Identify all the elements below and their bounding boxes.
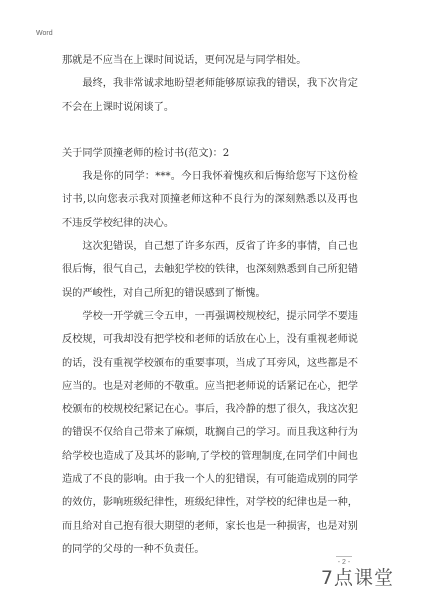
paragraph-reflection: 这次犯错误，自己想了许多东西，反省了许多的事情，自己也很后悔，很气自己，去触犯学校的铁律，也深刻熟悉到自己所犯错误的严峻性，对自己所犯的错误感到了惭愧。 [62,241,358,299]
paragraph-rules: 学校一开学就三令五申，一再强调校规校纪，提示同学不要违反校规，可我却没有把学校和老师的话放在心上，没有重视老师说的话，没有重视学校颁布的重要事项，当成了耳旁风，这些都是不应当的。也是对老师的不敬重。应当把老师说的话紧记在心，把学校颁布的校规校纪紧记在心。事后，我冷静的想了很久，我这次犯的错误不仅给自己带来了麻烦，耽搁自己的学习。而且我这种行为给学校也造成了及其坏的影响,了学校的管理制度,在同学们中间也造成了不良的影响。由于我一个人的犯错误，有可能造成别的同学的效仿，影响班级纪律性，班级纪律性，对学校的纪律也是一种，而且给对自己抱有很大期望的老师，家长也是一种损害，也是对别的同学的父母的一种不负责任。 [62,310,358,555]
paragraph-greeting: 我是你的同学：***。今日我怀着愧疚和后悔给您写下这份检讨书,以向您表示我对顶撞老师这种不良行为的深刻熟悉以及再也不违反学校纪律的决心。 [62,171,358,229]
section-title: 关于同学顶撞老师的检讨书(范文)：2 [62,147,230,159]
paragraph-closing: 最终，我非常诚求地盼望老师能够原谅我的错误，我下次肯定不会在上课时说闲谈了。 [62,78,358,113]
paragraph-continuation: 那就是不应当在上课时间说话，更何况是与同学相处。 [62,55,307,66]
watermark-logo: 7点课堂 [320,567,394,589]
page-number: - 2 - [336,556,352,566]
app-name: Word [36,30,53,37]
document-body [62,49,358,561]
